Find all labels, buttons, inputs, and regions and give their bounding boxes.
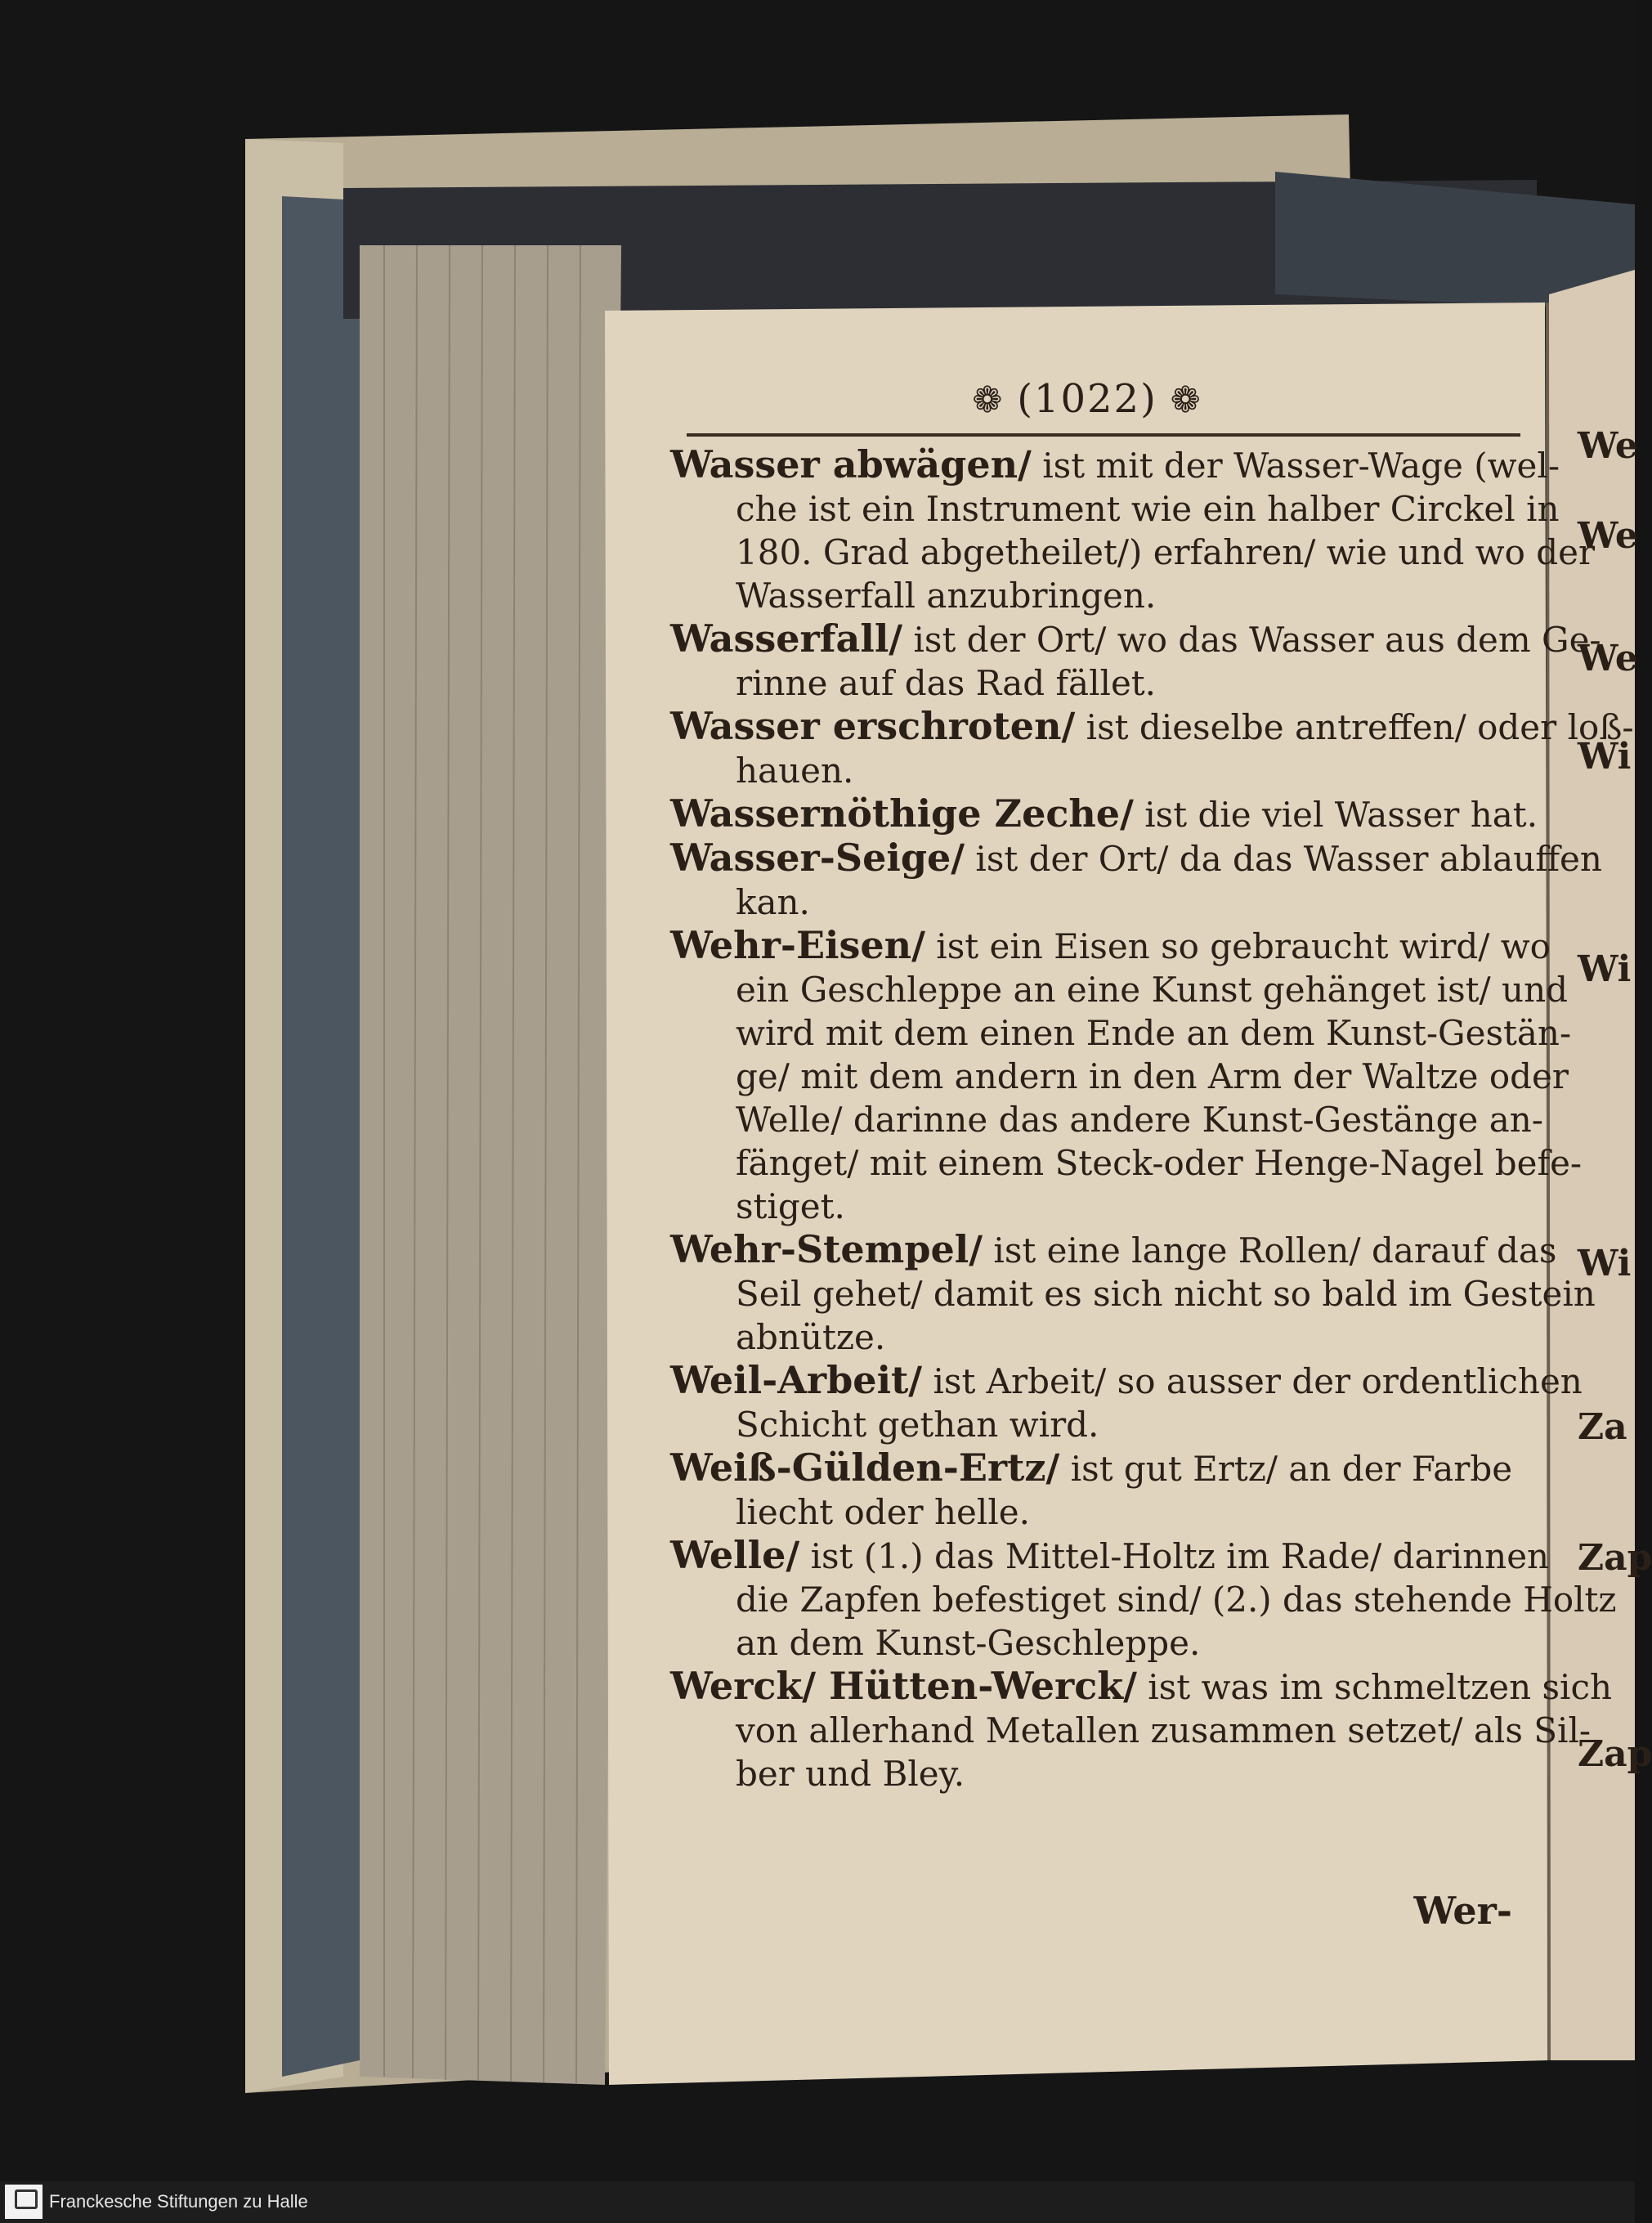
glossary-entry	[670, 1358, 1583, 1446]
entry-definition-text: von allerhand Metallen zusammen setzet/ als Sil-	[736, 1710, 1592, 1750]
entry-definition-text: ist ein Eisen so gebraucht wird/ wo	[936, 926, 1551, 966]
entry-definition-text: Wasserfall anzubringen.	[736, 576, 1157, 616]
entry-line	[670, 881, 1520, 924]
entry-definition-text: ist der Ort/ da das Wasser ablauffen	[975, 839, 1602, 879]
entry-definition-text: che ist ein Instrument wie ein halber Circkel in	[736, 489, 1560, 529]
entry-line	[670, 1141, 1583, 1185]
entry-line	[670, 1358, 1583, 1403]
entry-term: Weiß-Gülden-Ertz/	[670, 1445, 1060, 1490]
header-rule	[687, 433, 1520, 437]
facing-page-fragment: Zap	[1578, 1537, 1652, 1579]
entry-definition-text: wird mit dem einen Ende an dem Kunst-Gestän-	[736, 1013, 1572, 1053]
entry-line	[670, 574, 1520, 617]
book-page	[638, 352, 1634, 1954]
entry-definition-text: ge/ mit dem andern in den Arm der Waltze oder	[736, 1056, 1569, 1096]
glossary-entries	[670, 442, 1634, 1795]
facing-page-fragment: Wi	[1578, 736, 1632, 778]
entry-line	[670, 1578, 1617, 1621]
entry-line	[670, 1315, 1520, 1359]
entry-definition-text: hauen.	[736, 751, 854, 791]
entry-line	[670, 1011, 1572, 1055]
entry-definition-text: ist dieselbe antreffen/ oder loß-	[1086, 707, 1634, 747]
entry-line	[670, 1055, 1569, 1098]
facing-page-fragment: Wi	[1578, 948, 1632, 990]
ornament-icon: ❁	[1170, 379, 1202, 421]
entry-definition-text: an dem Kunst-Geschleppe.	[736, 1623, 1201, 1663]
entry-line	[670, 1227, 1557, 1272]
entry-line	[670, 791, 1538, 836]
page-number-line	[638, 376, 1537, 422]
entry-definition-text: Seil gehet/ damit es sich nicht so bald im Gestein	[736, 1274, 1596, 1314]
entry-term: Weil-Arbeit/	[670, 1358, 923, 1402]
entry-definition-text: rinne auf das Rad fället.	[736, 663, 1157, 703]
entry-line	[670, 1272, 1596, 1315]
glossary-entry	[670, 1533, 1617, 1665]
entry-definition-text: abnütze.	[736, 1317, 886, 1357]
entry-line	[670, 749, 1520, 792]
page-number: (1022)	[1017, 376, 1157, 422]
entry-definition-text: ist Arbeit/ so ausser der ordentlichen	[933, 1361, 1583, 1401]
entry-term: Welle/	[670, 1533, 800, 1577]
glossary-entry	[670, 442, 1596, 617]
entry-definition-text: ber und Bley.	[736, 1754, 965, 1794]
entry-term: Wasser-Seige/	[670, 836, 965, 880]
glossary-entry	[670, 1227, 1596, 1359]
footer-text: Franckesche Stiftungen zu Halle	[49, 2191, 308, 2212]
entry-line	[670, 1752, 1520, 1795]
entry-line	[670, 836, 1602, 881]
institution-logo-icon	[5, 2185, 43, 2219]
entry-definition-text: Welle/ darinne das andere Kunst-Gestänge an-	[736, 1100, 1543, 1140]
entry-definition-text: ein Geschleppe an eine Kunst gehänget ist/ und	[736, 970, 1569, 1010]
entry-line	[670, 923, 1551, 968]
glossary-entry	[670, 1664, 1613, 1795]
entry-definition-text: ist gut Ertz/ an der Farbe	[1070, 1449, 1513, 1489]
entry-line	[670, 531, 1596, 574]
entry-line	[670, 661, 1520, 705]
entry-definition-text: ist was im schmeltzen sich	[1148, 1667, 1613, 1707]
entry-term: Werck/ Hütten-Werck/	[670, 1664, 1137, 1708]
entry-line	[670, 1098, 1543, 1141]
entry-line	[670, 1533, 1550, 1578]
ornament-icon: ❁	[972, 379, 1005, 421]
entry-line	[670, 487, 1560, 531]
glossary-entry	[670, 836, 1602, 924]
entry-definition-text: ist die viel Wasser hat.	[1144, 795, 1538, 835]
facing-page-fragment: We	[1578, 425, 1638, 467]
entry-line	[670, 1490, 1520, 1534]
entry-term: Wehr-Eisen/	[670, 923, 925, 967]
glossary-entry	[670, 1446, 1520, 1534]
entry-line	[670, 1664, 1613, 1709]
entry-term: Wasserfall/	[670, 616, 903, 661]
entry-term: Wehr-Stempel/	[670, 1227, 983, 1271]
entry-line	[670, 616, 1601, 661]
entry-line	[670, 442, 1560, 487]
entry-term: Wasser abwägen/	[670, 442, 1032, 486]
entry-line	[670, 968, 1569, 1011]
entry-line	[670, 704, 1634, 749]
entry-line	[670, 1403, 1520, 1446]
facing-page-fragments	[1569, 392, 1652, 1864]
entry-line	[670, 1185, 1520, 1228]
entry-definition-text: 180. Grad abgetheilet/) erfahren/ wie und wo der	[736, 532, 1596, 572]
footer-bar	[0, 2181, 1635, 2223]
entry-line	[670, 1709, 1592, 1752]
entry-definition-text: die Zapfen befestiget sind/ (2.) das stehende Holtz	[736, 1580, 1617, 1620]
facing-page-fragment: Za	[1578, 1406, 1627, 1448]
entry-term: Wasser erschroten/	[670, 704, 1076, 748]
glossary-entry	[670, 791, 1538, 836]
entry-definition-text: ist eine lange Rollen/ darauf das	[993, 1230, 1557, 1271]
entry-line	[670, 1621, 1520, 1665]
catchword: Wer-	[1413, 1889, 1512, 1933]
facing-page-fragment: Zap	[1578, 1733, 1652, 1775]
entry-definition-text: ist mit der Wasser-Wage (wel-	[1042, 446, 1560, 486]
entry-definition-text: fänget/ mit einem Steck-oder Henge-Nagel befe-	[736, 1143, 1583, 1183]
facing-page-fragment: We	[1578, 515, 1638, 557]
entry-definition-text: ist der Ort/ wo das Wasser aus dem Ge-	[913, 620, 1601, 660]
entry-definition-text: liecht oder helle.	[736, 1492, 1030, 1532]
entry-definition-text: stiget.	[736, 1186, 845, 1226]
entry-line	[670, 1446, 1520, 1490]
glossary-entry	[670, 923, 1583, 1228]
entry-term: Wassernöthige Zeche/	[670, 791, 1134, 836]
entry-definition-text: Schicht gethan wird.	[736, 1405, 1099, 1445]
entry-definition-text: kan.	[736, 882, 810, 922]
glossary-entry	[670, 616, 1601, 705]
facing-page-fragment: We	[1578, 638, 1638, 679]
entry-definition-text: ist (1.) das Mittel-Holtz im Rade/ darinnen	[810, 1536, 1550, 1576]
facing-page-fragment: Wi	[1578, 1243, 1632, 1284]
